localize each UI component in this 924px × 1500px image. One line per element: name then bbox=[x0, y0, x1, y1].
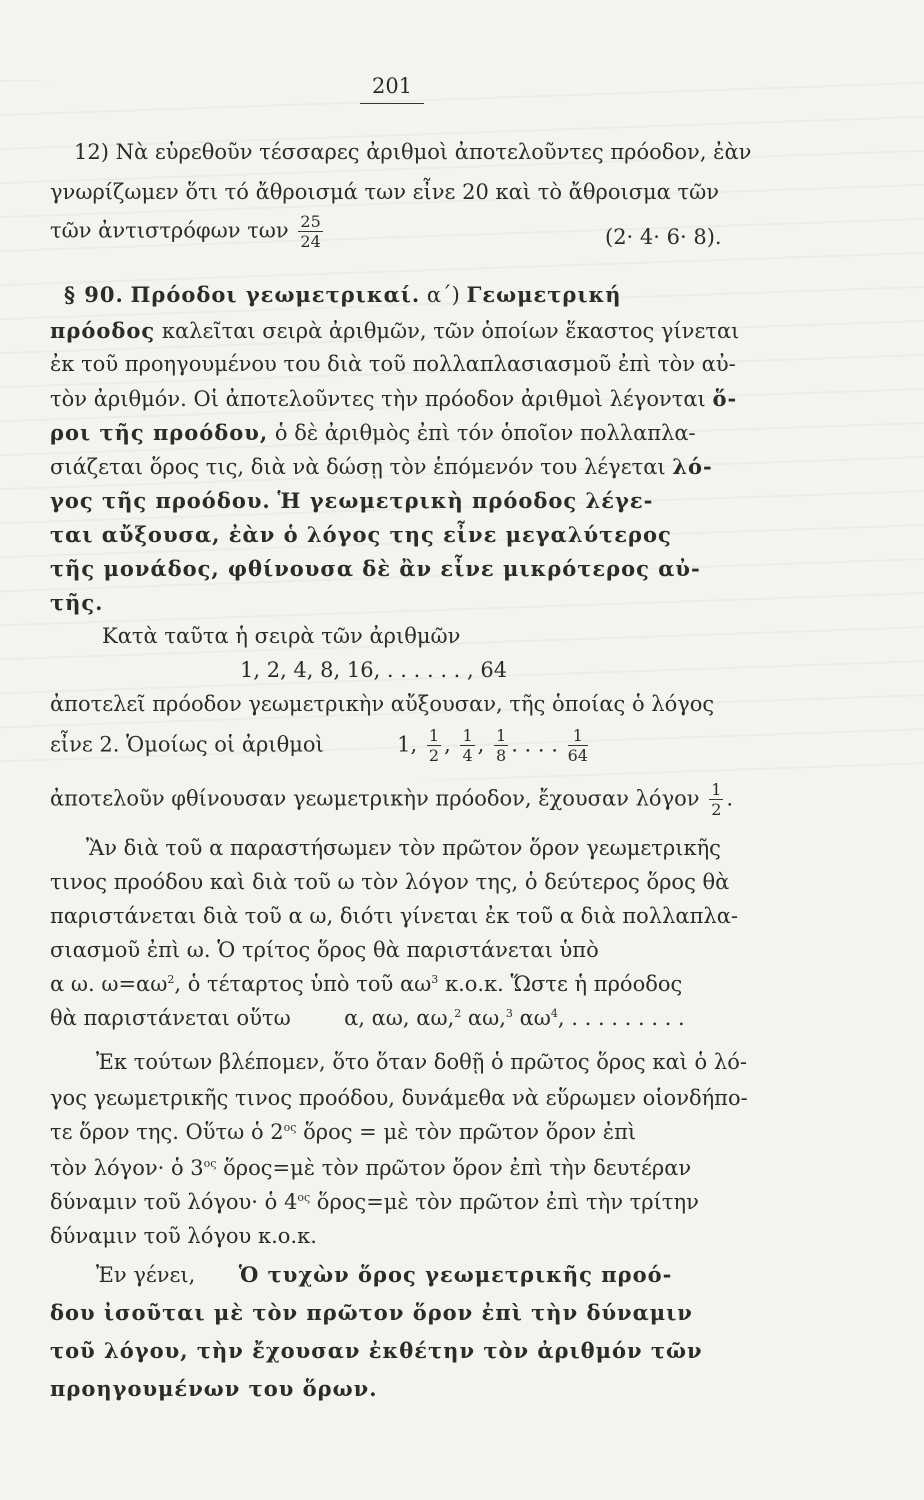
section-90-line-3: ἐκ τοῦ προηγουμένου του διὰ τοῦ πολλαπλασιασμοῦ ἐπὶ τὸν αὐ- bbox=[50, 352, 736, 376]
term-geometric-progression: Ἡ γεωμετρικὴ πρόοδος λέγε- bbox=[277, 488, 654, 513]
general-line-1-a: Ἐν γένει, bbox=[96, 1263, 196, 1287]
section-90-line-6 bbox=[50, 454, 713, 479]
examples-line-4: ἀποτελοῦν φθίνουσαν γεωμετρικὴν πρόοδον, ἔχουσαν λόγον $\frac{1}{2}$ . bbox=[50, 780, 734, 819]
rule-line-1: Ἐκ τούτων βλέπομεν, ὅτο ὅταν δοθῇ ὁ πρῶτος ὅρος καὶ ὁ λό- bbox=[96, 1050, 747, 1074]
notation-line-5-c: κ.ο.κ. Ὥστε ἡ πρόοδος bbox=[438, 972, 683, 996]
seq2-frac-2 bbox=[460, 728, 474, 764]
fraction-25-24 bbox=[298, 214, 322, 250]
superscript: 3 bbox=[505, 1007, 513, 1020]
superscript: 3 bbox=[431, 973, 439, 986]
page-number: 201 bbox=[371, 74, 413, 98]
fraction-denominator: 24 bbox=[300, 232, 321, 251]
section-90-line-2 bbox=[50, 318, 739, 343]
section-sub-a: α΄) bbox=[426, 283, 460, 307]
fraction-numerator: 1 bbox=[568, 728, 588, 746]
fraction-numerator: 1 bbox=[428, 726, 440, 745]
section-90-line-6-text: σιάζεται ὅρος τις, διὰ νὰ δώσῃ τὸν ἑπόμενόν του λέγεται bbox=[50, 455, 666, 479]
seq2-sep-2: , bbox=[477, 732, 485, 757]
rule-line-6: δύναμιν τοῦ λόγου κ.ο.κ. bbox=[50, 1224, 317, 1248]
notation-line-3: παριστάνεται διὰ τοῦ α ω, διότι γίνεται ἐκ τοῦ α διὰ πολλαπλα- bbox=[50, 904, 738, 928]
seq2-frac-1 bbox=[427, 728, 441, 764]
section-90-line-5 bbox=[50, 420, 696, 445]
rule-line-3 bbox=[50, 1120, 636, 1144]
fraction-denominator: 2 bbox=[711, 800, 722, 819]
rule-line-3-b: ὅρος = μὲ τὸν πρῶτον ὅρον ἐπὶ bbox=[296, 1120, 637, 1144]
seq2-frac-3 bbox=[494, 728, 508, 764]
ratio-fraction-half bbox=[709, 782, 723, 818]
section-title: Πρόοδοι γεωμετρικαί. bbox=[130, 282, 421, 307]
superscript: 2 bbox=[454, 1007, 462, 1020]
general-line-2: δου ἰσοῦται μὲ τὸν πρῶτον ὅρον ἐπὶ τὴν δύναμιν bbox=[50, 1300, 693, 1325]
rule-line-5-b: ὅρος=μὲ τὸν πρῶτον ἐπὶ τὴν τρίτην bbox=[310, 1190, 699, 1214]
general-line-1-b: Ὁ τυχὼν ὅρος γεωμετρικῆς προό- bbox=[238, 1262, 673, 1287]
problem-12-line-2: γνωρίζωμεν ὅτι τό ἄθροισμά των εἶνε 20 καὶ τὸ ἄθροισμα τῶν bbox=[50, 180, 720, 204]
notation-line-6-e: , . . . . . . . . . bbox=[557, 1006, 685, 1030]
notation-line-5-a: α ω. ω=αω bbox=[50, 972, 168, 996]
examples-line-4-text: ἀποτελοῦν φθίνουσαν γεωμετρικὴν πρόοδον, ἔχουσαν λόγον bbox=[50, 786, 700, 811]
section-90-line-5-rest: ὁ δὲ ἀριθμὸς ἐπὶ τόν ὁποῖον πολλαπλα- bbox=[274, 421, 696, 445]
fraction-denominator: 2 bbox=[428, 746, 440, 765]
notation-line-1: Ἂν διὰ τοῦ α παραστήσωμεν τὸν πρῶτον ὅρον γεωμετρικῆς bbox=[86, 836, 721, 860]
section-90-line-2-rest: καλεῖται σειρὰ ἀριθμῶν, τῶν ὁποίων ἕκαστος γίνεται bbox=[161, 319, 740, 343]
term-logos-start: λό- bbox=[672, 454, 713, 479]
notation-line-5-b: , ὁ τέταρτος ὑπὸ τοῦ αω bbox=[174, 972, 432, 996]
fraction-numerator: 25 bbox=[300, 212, 321, 231]
examples-line-3 bbox=[50, 728, 591, 764]
notation-line-5 bbox=[50, 972, 682, 996]
term-oroi-start: ὅ- bbox=[712, 386, 738, 411]
rule-line-2: γος γεωμετρικῆς τινος προόδου, δυνάμεθα νὰ εὕρωμεν οἱονδήπο- bbox=[50, 1086, 748, 1110]
term-progression: πρόοδος bbox=[50, 318, 156, 343]
section-90-line-4-text: τὸν ἀριθμόν. Οἱ ἀποτελοῦντες τὴν πρόοδον ἀριθμοὶ λέγονται bbox=[50, 387, 706, 411]
term-oroi: ροι τῆς προόδου, bbox=[50, 420, 269, 445]
fraction-denominator: 4 bbox=[462, 746, 473, 765]
rule-line-3-a: τε ὅρον της. Οὕτω ὁ 2 bbox=[50, 1120, 284, 1144]
problem-12-answer: (2· 4· 6· 8). bbox=[605, 225, 722, 249]
notation-line-6-a: θὰ παριστάνεται οὕτω bbox=[50, 1006, 291, 1030]
seq2-first-term: 1, bbox=[397, 732, 418, 757]
seq2-frac-4 bbox=[568, 728, 588, 764]
notation-line-6-c: αω, bbox=[461, 1006, 506, 1030]
superscript: ος bbox=[297, 1191, 311, 1204]
notation-line-2: τινος προόδου καὶ διὰ τοῦ ω τὸν λόγον της, ὁ δεύτερος ὅρος θὰ bbox=[50, 870, 730, 894]
fraction-numerator: 1 bbox=[711, 780, 722, 799]
notation-line-4: σιασμοῦ ἐπὶ ω. Ὁ τρίτος ὅρος θὰ παριστάνεται ὑπὸ bbox=[50, 938, 599, 962]
example-sequence-increasing: 1, 2, 4, 8, 16, . . . . . . , 64 bbox=[240, 658, 508, 682]
fraction-denominator: 64 bbox=[567, 746, 588, 765]
general-line-1 bbox=[96, 1262, 672, 1287]
superscript: ος bbox=[283, 1121, 297, 1134]
seq2-sep-1: , bbox=[444, 732, 451, 757]
notation-line-6-d: αω bbox=[512, 1006, 551, 1030]
section-90-line-1 bbox=[64, 282, 622, 307]
page-number-rule bbox=[360, 103, 424, 104]
general-line-4: προηγουμένων του ὅρων. bbox=[50, 1376, 378, 1401]
notation-line-6-b: α, αω, αω, bbox=[344, 1006, 455, 1030]
superscript: ος bbox=[203, 1157, 217, 1170]
fraction-denominator: 8 bbox=[496, 746, 507, 765]
section-90-line-9: τῆς μονάδος, φθίνουσα δὲ ἂν εἶνε μικρότερος αὐ- bbox=[50, 556, 701, 581]
rule-line-4-a: τὸν λόγον· ὁ 3 bbox=[50, 1156, 204, 1180]
problem-12-line-3 bbox=[50, 214, 326, 250]
examples-line-1: Κατὰ ταῦτα ἡ σειρὰ τῶν ἀριθμῶν bbox=[102, 624, 461, 648]
rule-line-5-a: δύναμιν τοῦ λόγου· ὁ 4 bbox=[50, 1190, 298, 1214]
fraction-numerator: 1 bbox=[462, 726, 473, 745]
section-90-line-8: ται αὔξουσα, ἐὰν ὁ λόγος της εἶνε μεγαλύτερος bbox=[50, 522, 672, 547]
superscript: 4 bbox=[550, 1007, 558, 1020]
rule-line-4 bbox=[50, 1156, 691, 1180]
examples-line-2: ἀποτελεῖ πρόοδον γεωμετρικὴν αὔξουσαν, τῆς ὁποίας ὁ λόγος bbox=[50, 692, 715, 716]
section-90-line-4 bbox=[50, 386, 737, 411]
section-90-line-10: τῆς. bbox=[50, 590, 104, 615]
general-line-3: τοῦ λόγου, τὴν ἔχουσαν ἐκθέτην τὸν ἀριθμόν τῶν bbox=[50, 1338, 703, 1363]
seq2-sep-3: . . . . bbox=[511, 732, 558, 757]
superscript: 2 bbox=[167, 973, 175, 986]
section-sign: § 90. bbox=[64, 282, 124, 307]
term-logos: γος τῆς προόδου. bbox=[50, 488, 271, 513]
notation-line-6 bbox=[50, 1006, 685, 1030]
problem-12-line-1: 12) Νὰ εὑρεθοῦν τέσσαρες ἀριθμοὶ ἀποτελοῦντες πρόοδον, ἐὰν bbox=[74, 140, 752, 164]
rule-line-4-b: ὅρος=μὲ τὸν πρῶτον ὅρον ἐπὶ τὴν δευτέραν bbox=[216, 1156, 692, 1180]
section-term-geometric: Γεωμετρική bbox=[466, 282, 622, 307]
fraction-numerator: 1 bbox=[496, 726, 507, 745]
section-90-line-7 bbox=[50, 488, 653, 513]
examples-line-3-text: εἶνε 2. Ὁμοίως οἱ ἀριθμοὶ bbox=[50, 732, 324, 757]
rule-line-5 bbox=[50, 1190, 699, 1214]
problem-12-line-3-text: τῶν ἀντιστρόφων των bbox=[50, 218, 289, 243]
